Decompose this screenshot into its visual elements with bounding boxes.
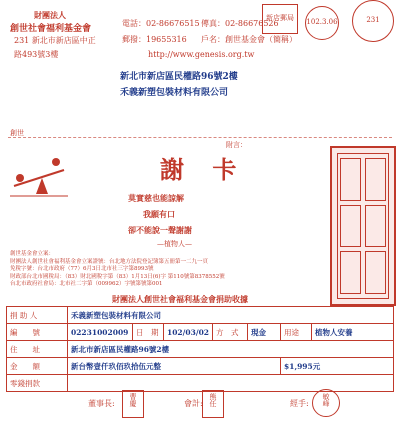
- postal-account-value: 19655316: [146, 35, 187, 44]
- amount-label: 金 額: [7, 358, 68, 375]
- org-name: 創世社會福利基金會: [10, 24, 92, 34]
- org-prefix: 財團法人: [34, 10, 66, 20]
- chairman-label: 董事長:: [88, 399, 115, 408]
- letter-title: 謝 卡: [160, 155, 247, 184]
- stamp-rect: [262, 4, 298, 34]
- phone-label: 電話：: [122, 19, 146, 28]
- table-row: [7, 375, 394, 392]
- seal-glyph: [365, 205, 386, 248]
- postmark-circle-2: [352, 0, 394, 42]
- recipient-name: 禾義新塑包裝材料有限公司: [120, 88, 229, 98]
- amount-value: $1,995元: [281, 358, 394, 375]
- address-label: 住 址: [7, 341, 68, 358]
- donor-value: 禾義新塑包裝材料有限公司: [68, 307, 394, 324]
- small-print-line: 創世基金會立案：: [10, 251, 55, 257]
- purpose-value: 植物人安養: [312, 324, 394, 341]
- number-label: 編 號: [7, 324, 68, 341]
- table-row: [7, 341, 394, 358]
- postal-account-label: 郵撥：: [122, 35, 146, 44]
- cashier-seal: [312, 389, 340, 417]
- account-name-value: 創世基金會（簡稱）: [225, 35, 297, 44]
- website: http://www.genesis.org.tw: [148, 50, 255, 59]
- letter-signature: —植物人—: [157, 240, 192, 248]
- small-print-line: 免稅字號：台北市政府（77）6月3日北市社三字第8993號: [10, 266, 154, 272]
- seal-glyph: [340, 251, 361, 294]
- donor-label: 捐 助 人: [7, 307, 68, 324]
- date-label: 日 期: [133, 324, 164, 341]
- section-label: 創世: [10, 129, 24, 137]
- phone-row: [122, 18, 200, 29]
- small-print-line: 台北市政府社會局：北市社二字第（009962）字號第號第001: [10, 281, 163, 287]
- chairman-seal: [122, 390, 144, 418]
- table-row: [7, 358, 394, 375]
- seal-glyph: [365, 251, 386, 294]
- seal-glyph: [340, 158, 361, 201]
- accountant-seal-text: 熊任: [209, 393, 217, 407]
- postmark-date: 102.3.06: [306, 18, 338, 26]
- cashier-seal-text: 敏峰: [322, 393, 330, 407]
- cashier-label: 經手:: [290, 399, 309, 408]
- recipient-address: 新北市新店區民權路96號2樓: [120, 72, 238, 82]
- method-value: 現金: [248, 324, 281, 341]
- seal-glyph: [340, 205, 361, 248]
- method-label: 方 式: [213, 324, 248, 341]
- small-print-line: 財政部台北市國稅局：（83）財北國稅字第（83）1月13日(6)字 第110號第8378552號: [10, 273, 225, 280]
- fold-line: [8, 137, 392, 138]
- receipt-table: [6, 306, 394, 392]
- seal-glyph-grid: [340, 158, 386, 294]
- purpose-label: 用途: [281, 324, 312, 341]
- accountant-label: 會計:: [184, 399, 203, 408]
- letter-line-1: 莫實慈也能諒解: [128, 193, 184, 203]
- date-value: 102/03/02: [164, 324, 213, 341]
- org-postal-line: 231 新北市新店區中正: [14, 36, 96, 45]
- accountant-seal: [202, 390, 224, 418]
- table-row: [7, 324, 394, 341]
- letter-line-2: 我願有口: [143, 209, 175, 219]
- small-print-line: 財團法人創世社會福利基金會立案證號：台北地方法院登記簿第五冊第一二九一頁: [10, 258, 209, 265]
- zero-label: 零錢捐款: [7, 375, 68, 392]
- address-value: 新北市新店區民權路96號2樓: [68, 341, 394, 358]
- fax-label: 傳真：: [201, 19, 225, 28]
- postmark-text: 新店郵局: [266, 14, 294, 22]
- chairman-seal-text: 曹慶: [129, 393, 137, 407]
- small-print: [10, 251, 225, 289]
- postal-account-row: [122, 34, 187, 45]
- org-address-line: 路493號3樓: [14, 50, 59, 59]
- seesaw-illustration-icon: [10, 150, 68, 200]
- number-value: 02231002009: [68, 324, 133, 341]
- deliver-label: 附言：: [226, 141, 247, 149]
- account-name-label: 戶名：: [201, 35, 225, 44]
- postmark-circle-1: [305, 6, 339, 40]
- amount-words: 新台幣壹仟玖佰玖拾伍元整: [68, 358, 281, 375]
- zero-value: [68, 375, 394, 392]
- foundation-seal: [330, 146, 396, 306]
- postmark-seq: 231: [366, 16, 380, 24]
- account-name-row: [201, 34, 297, 45]
- table-row: [7, 307, 394, 324]
- seal-glyph: [365, 158, 386, 201]
- fax-value: 02-86676526: [225, 19, 279, 28]
- receipt-title: 財團法人創世社會福利基金會捐助收據: [112, 294, 248, 304]
- phone-value: 02-86676515: [146, 19, 200, 28]
- letter-line-3: 卻不能說一聲謝謝: [128, 225, 192, 235]
